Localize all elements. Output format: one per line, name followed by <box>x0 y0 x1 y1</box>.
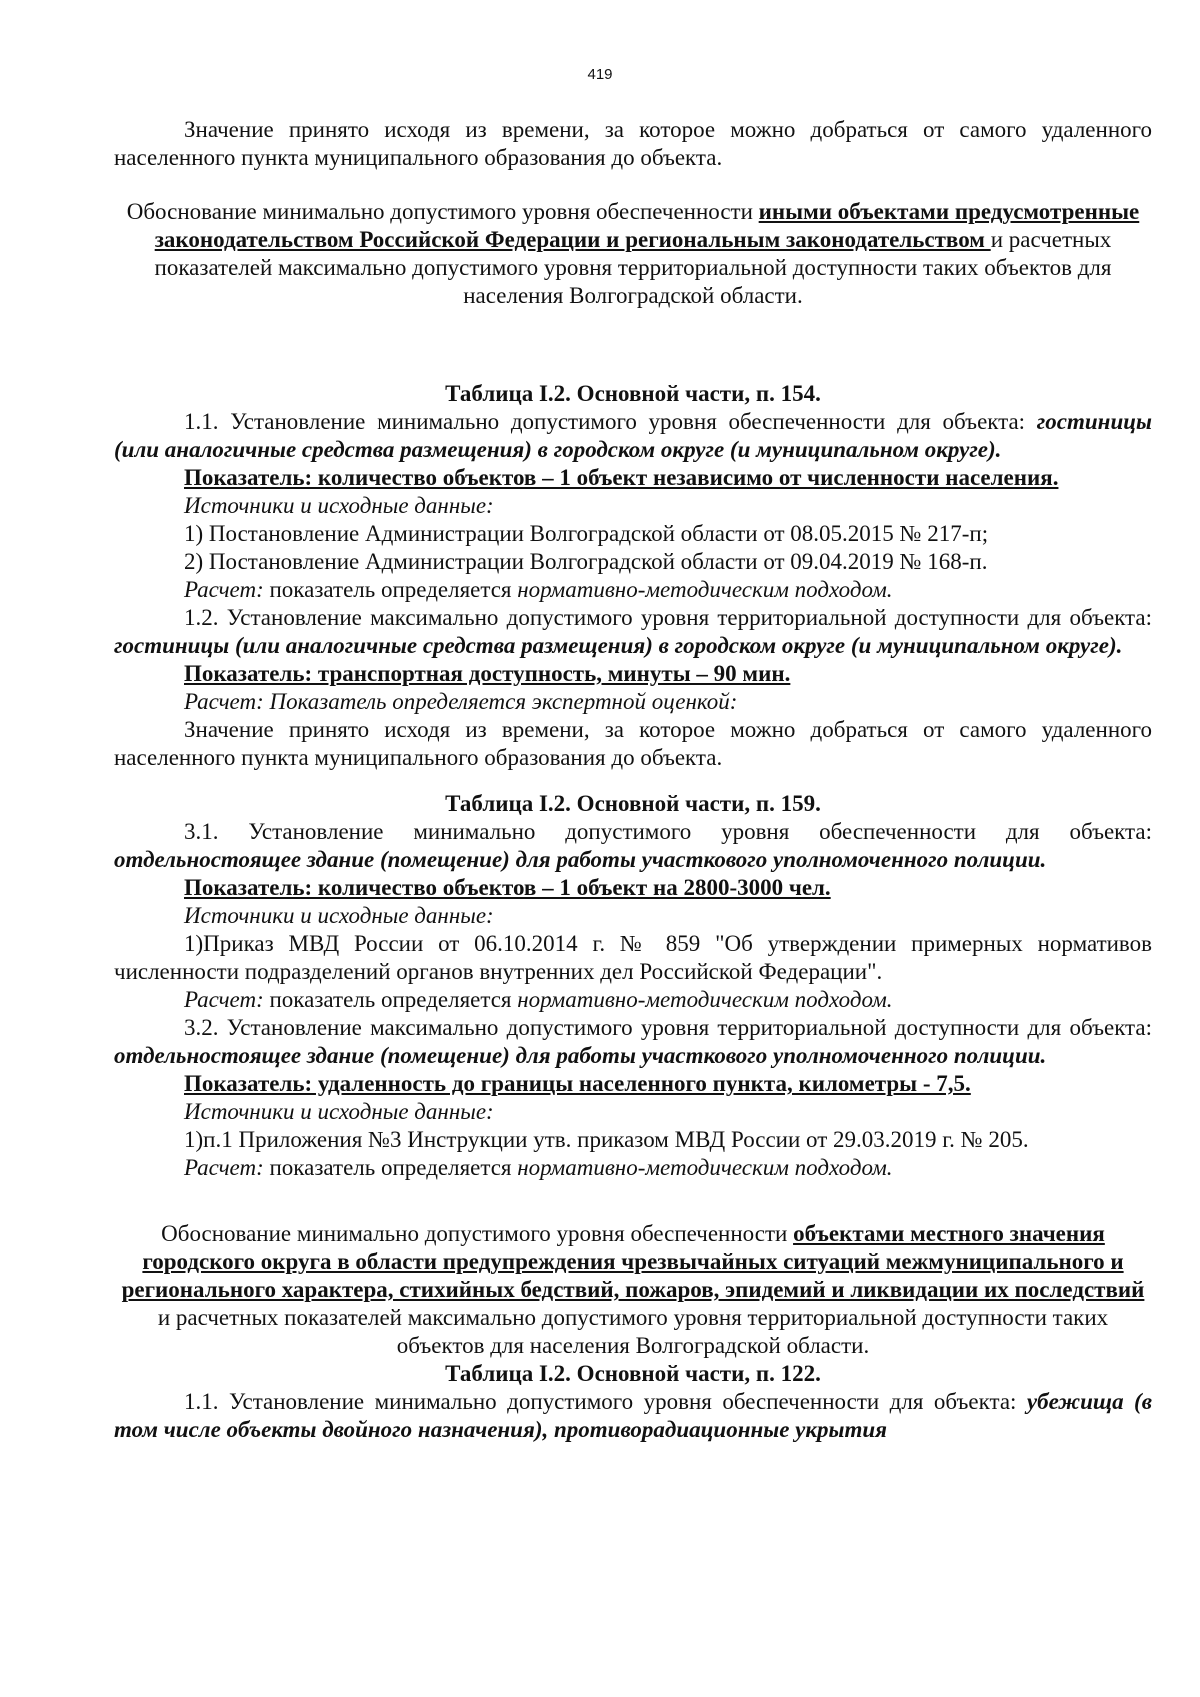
section-159-access-text: 3.2. Установление максимально допустимого уровня территориальной доступности для объекта: <box>184 1015 1152 1040</box>
section-154-provision-text: 1.1. Установление минимально допустимого уровня обеспеченности для объекта: <box>184 409 1037 434</box>
heading-emergency-objects <box>114 1220 1152 1360</box>
section-159-calc-label: Расчет: <box>184 987 264 1012</box>
heading-other-objects-bold: иными объектами предусмотренные законодательством Российской Федерации и региональным законодательством <box>154 199 1140 252</box>
section-122-provision-object: убежища (в том числе объекты двойного назначения), противорадиационные укрытия <box>114 1389 1152 1442</box>
section-154-calc-expert: Расчет: Показатель определяется экспертной оценкой: <box>184 689 738 714</box>
section-154-note: Значение принято исходя из времени, за которое можно добраться от самого удаленного населенного пункта муниципального образования до объекта. <box>114 717 1152 770</box>
heading-emergency-objects-post: и расчетных показателей максимально допустимого уровня территориальной доступности таких объектов для населения Волгоградской области. <box>157 1305 1109 1358</box>
section-159-sources-label: Источники и исходные данные: <box>184 903 494 928</box>
section-159-calc-method-2: нормативно-методическим подходом. <box>517 1155 893 1180</box>
section-159-access-paragraph <box>114 1014 1152 1070</box>
section-154-source-1: 1) Постановление Администрации Волгоградской области от 08.05.2015 № 217-п; <box>184 521 989 546</box>
section-154-provision-object: гостиницы (или аналогичные средства размещения) в городском округе (и муниципальном округе). <box>114 409 1152 462</box>
page-content <box>114 116 1152 1444</box>
section-154-calc-label: Расчет: <box>184 577 264 602</box>
section-154-indicator-access: Показатель: транспортная доступность, минуты – 90 мин. <box>184 661 791 686</box>
section-154-provision-paragraph <box>114 408 1152 464</box>
section-159-access-object: отдельностоящее здание (помещение) для работы участкового уполномоченного полиции. <box>114 1043 1047 1068</box>
section-154-calc-method: нормативно-методическим подходом. <box>517 577 893 602</box>
page-number: 419 <box>587 66 613 83</box>
section-122-provision-text: 1.1. Установление минимально допустимого уровня обеспеченности для объекта: <box>184 1389 1027 1414</box>
section-154-access-paragraph <box>114 604 1152 660</box>
section-159-calc-text-2: показатель определяется <box>263 1155 518 1180</box>
heading-other-objects-pre: Обоснование минимально допустимого уровня обеспеченности <box>126 199 759 224</box>
section-159-title: Таблица I.2. Основной части, п. 159. <box>445 791 821 816</box>
section-159-source-1: 1)Приказ МВД России от 06.10.2014 г. № 859 "Об утверждении примерных нормативов численности подразделений органов внутренних дел Российской Федерации". <box>114 931 1152 984</box>
section-154-sources-label: Источники и исходные данные: <box>184 493 494 518</box>
section-154-title: Таблица I.2. Основной части, п. 154. <box>445 381 821 406</box>
section-154-source-2: 2) Постановление Администрации Волгоградской области от 09.04.2019 № 168-п. <box>184 549 988 574</box>
section-159-indicator-distance: Показатель: удаленность до границы населенного пункта, километры - 7,5. <box>184 1071 971 1096</box>
heading-other-objects <box>114 198 1152 310</box>
section-159-indicator-count: Показатель: количество объектов – 1 объект на 2800-3000 чел. <box>184 875 831 900</box>
section-154-indicator-count: Показатель: количество объектов – 1 объект независимо от численности населения. <box>184 465 1059 490</box>
heading-other-objects-post: и расчетных показателей максимально допустимого уровня территориальной доступности таких объектов для населения Волгоградской области. <box>154 227 1112 308</box>
section-154-calc-text: показатель определяется <box>263 577 518 602</box>
heading-emergency-objects-bold: объектами местного значения городского округа в области предупреждения чрезвычайных ситуаций межмуниципального и регионального характера, стихийных бедствий, пожаров, эпидемий и ликвидации их последствий <box>121 1221 1145 1302</box>
section-154-calc <box>114 576 1152 604</box>
section-159-calc-method: нормативно-методическим подходом. <box>517 987 893 1012</box>
section-159-source-2: 1)п.1 Приложения №3 Инструкции утв. приказом МВД России от 29.03.2019 г. № 205. <box>184 1127 1029 1152</box>
section-159-sources-label-2: Источники и исходные данные: <box>184 1099 494 1124</box>
section-159-calc-text: показатель определяется <box>263 987 518 1012</box>
section-159-provision-paragraph <box>114 818 1152 874</box>
section-159-provision-text: 3.1. Установление минимально допустимого уровня обеспеченности для объекта: <box>184 819 1152 844</box>
section-159-calc-2 <box>114 1154 1152 1182</box>
section-154-access-object: гостиницы (или аналогичные средства размещения) в городском округе (и муниципальном округе). <box>114 633 1123 658</box>
section-159-provision-object: отдельностоящее здание (помещение) для работы участкового уполномоченного полиции. <box>114 847 1047 872</box>
section-159-calc-label-2: Расчет: <box>184 1155 264 1180</box>
section-122-title: Таблица I.2. Основной части, п. 122. <box>445 1361 821 1386</box>
intro-paragraph: Значение принято исходя из времени, за которое можно добраться от самого удаленного населенного пункта муниципального образования до объекта. <box>114 117 1152 170</box>
section-154-access-text: 1.2. Установление максимально допустимого уровня территориальной доступности для объекта: <box>184 605 1152 630</box>
section-159-calc <box>114 986 1152 1014</box>
heading-emergency-objects-pre: Обоснование минимально допустимого уровня обеспеченности <box>161 1221 794 1246</box>
section-122-provision-paragraph <box>114 1388 1152 1444</box>
